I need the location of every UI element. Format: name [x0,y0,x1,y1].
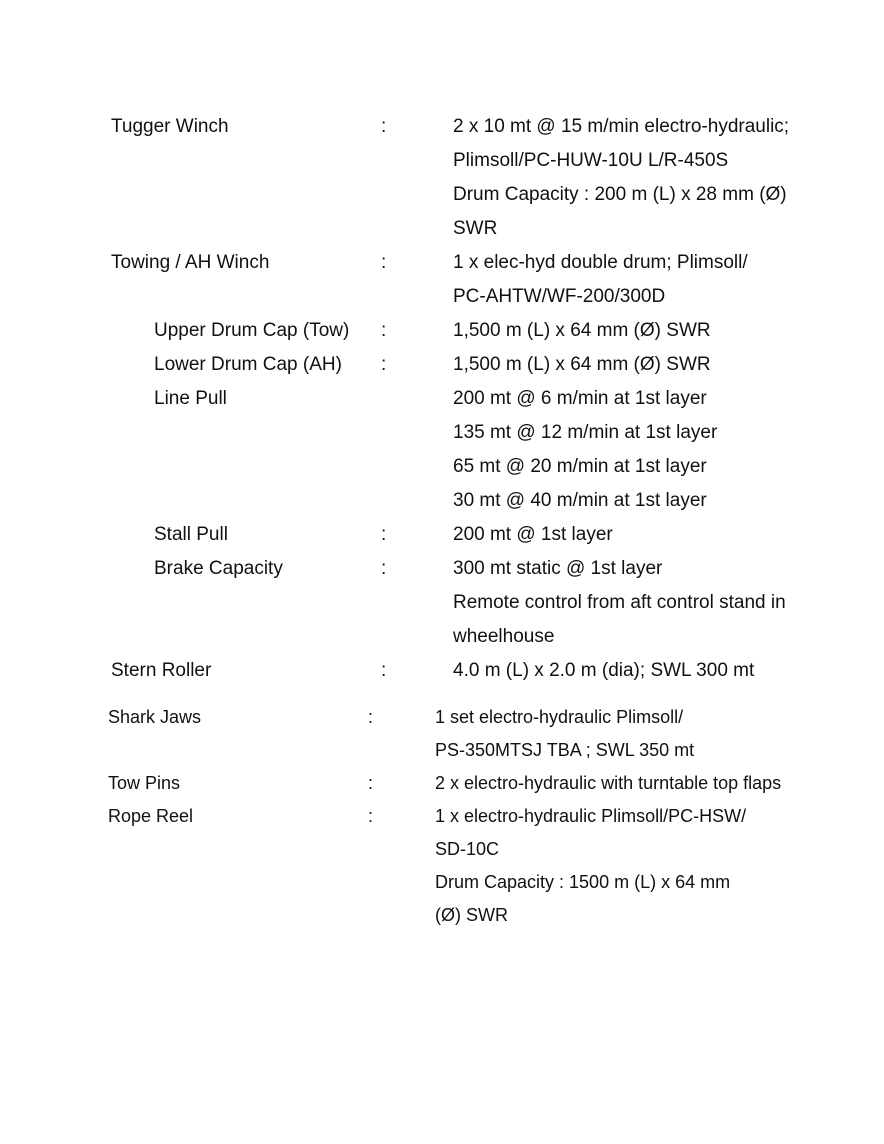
spec-label: Brake Capacity [154,558,283,579]
spec-row-rope-reel [0,800,884,833]
spec-row-continuation [0,734,884,767]
spec-row-continuation [0,484,884,518]
spec-row-continuation [0,866,884,899]
spec-colon: : [381,116,387,137]
spec-colon: : [381,252,387,273]
spec-value: PC-AHTW/WF-200/300D [453,286,666,307]
spec-value: 1,500 m (L) x 64 mm (Ø) SWR [453,354,711,375]
spec-value: 300 mt static @ 1st layer [453,558,663,579]
spec-value: 135 mt @ 12 m/min at 1st layer [453,422,718,443]
spec-colon: : [381,558,387,579]
spec-row-tugger-winch [0,110,884,144]
spec-value: SD-10C [435,839,500,859]
spec-value: SWR [453,218,498,239]
spec-value: wheelhouse [453,626,555,647]
spec-value: (Ø) SWR [435,905,508,925]
spec-value: 1 x electro-hydraulic Plimsoll/PC-HSW/ [435,806,747,826]
spec-value: PS-350MTSJ TBA ; SWL 350 mt [435,740,695,760]
spec-colon: : [381,524,387,545]
spec-row-continuation [0,620,884,654]
spec-row-continuation [0,144,884,178]
spec-label: Tugger Winch [111,116,229,137]
spec-row-tow-pins [0,767,884,800]
spec-label: Rope Reel [108,806,194,826]
spec-value: 1,500 m (L) x 64 mm (Ø) SWR [453,320,711,341]
spec-row-line-pull [0,382,884,416]
spec-row-continuation [0,212,884,246]
spec-row-continuation [0,280,884,314]
spec-row-continuation [0,178,884,212]
spec-label: Towing / AH Winch [111,252,270,273]
spec-label: Tow Pins [108,773,181,793]
spec-label: Lower Drum Cap (AH) [154,354,342,375]
spec-row-stall-pull [0,518,884,552]
spec-row-towing-ah-winch [0,246,884,280]
spec-row-brake-capacity [0,552,884,586]
spec-row-lower-drum-cap [0,348,884,382]
spec-value: 200 mt @ 6 m/min at 1st layer [453,388,707,409]
spec-value: 2 x electro-hydraulic with turntable top flaps [435,773,782,793]
spec-value: Drum Capacity : 200 m (L) x 28 mm (Ø) [453,184,787,205]
spec-colon: : [368,707,374,727]
spec-value: 200 mt @ 1st layer [453,524,613,545]
spec-label: Shark Jaws [108,707,202,727]
spec-row-continuation [0,899,884,932]
spec-row-continuation [0,586,884,620]
spec-row-continuation [0,833,884,866]
spec-row-continuation [0,416,884,450]
spec-label: Stern Roller [111,660,212,681]
spec-value: 4.0 m (L) x 2.0 m (dia); SWL 300 mt [453,660,755,681]
spec-label: Line Pull [154,388,227,409]
spec-value: 30 mt @ 40 m/min at 1st layer [453,490,707,511]
spec-colon: : [368,773,374,793]
spec-value: 1 x elec-hyd double drum; Plimsoll/ [453,252,748,273]
spec-value: Remote control from aft control stand in [453,592,786,613]
spec-colon: : [381,354,387,375]
spec-colon: : [381,320,387,341]
spec-label: Upper Drum Cap (Tow) [154,320,350,341]
spec-value: Drum Capacity : 1500 m (L) x 64 mm [435,872,731,892]
spec-row-upper-drum-cap [0,314,884,348]
spec-value: Plimsoll/PC-HUW-10U L/R-450S [453,150,729,171]
spec-label: Stall Pull [154,524,228,545]
spec-colon: : [368,806,374,826]
spec-row-stern-roller [0,654,884,688]
spec-value: 65 mt @ 20 m/min at 1st layer [453,456,707,477]
spec-row-shark-jaws [0,701,884,734]
spec-colon: : [381,660,387,681]
spec-value: 1 set electro-hydraulic Plimsoll/ [435,707,684,727]
spec-row-continuation [0,450,884,484]
spec-value: 2 x 10 mt @ 15 m/min electro-hydraulic; [453,116,790,137]
